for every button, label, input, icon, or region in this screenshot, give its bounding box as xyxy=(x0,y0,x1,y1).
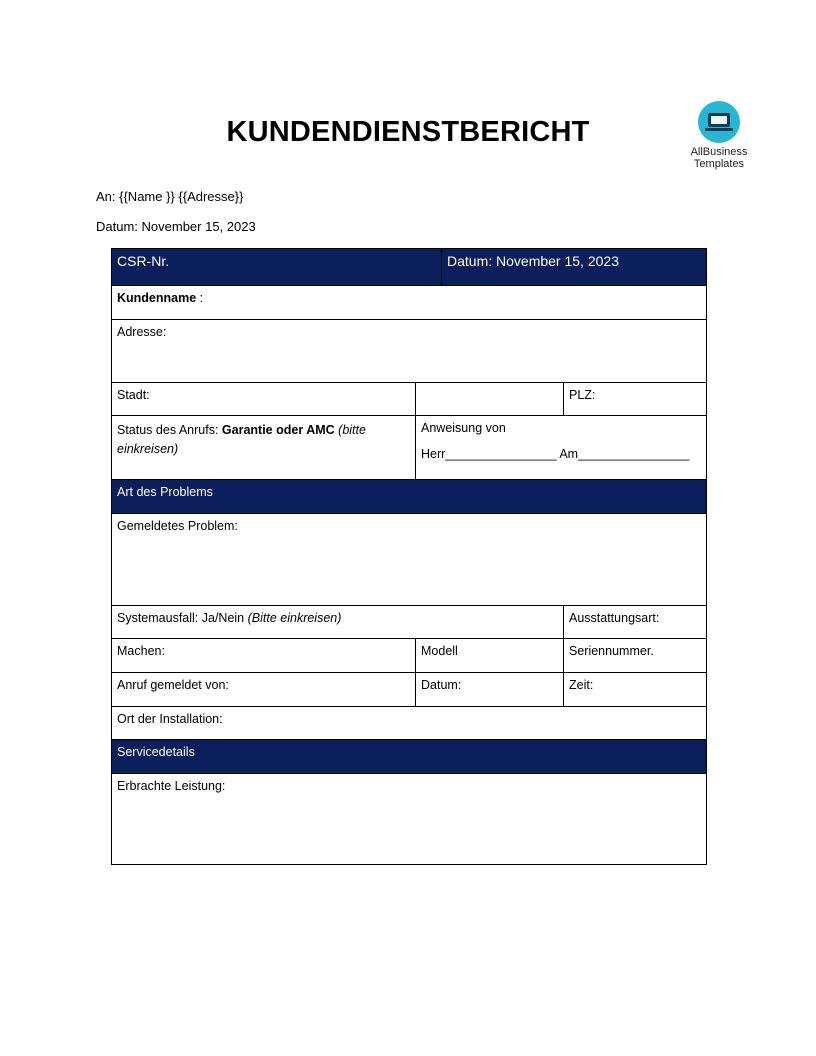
equipment-type-field[interactable] xyxy=(564,606,707,639)
system-failure-label: Systemausfall: Ja/Nein xyxy=(117,611,248,625)
call-status-row xyxy=(112,416,707,480)
service-performed-label: Erbrachte Leistung: xyxy=(117,779,226,793)
reported-by-field[interactable] xyxy=(112,673,416,707)
mr-line: Herr________________ Am________________ xyxy=(421,447,690,461)
report-time-field[interactable] xyxy=(564,673,707,707)
form-header-row xyxy=(112,249,707,286)
header-date-cell: Datum: November 15, 2023 xyxy=(442,249,707,286)
page-title: KUNDENDIENSTBERICHT xyxy=(226,116,590,148)
service-section-header: Servicedetails xyxy=(112,740,707,774)
reported-problem-field[interactable] xyxy=(112,514,707,606)
service-performed-field[interactable] xyxy=(112,774,707,865)
system-failure-hint: (Bitte einkreisen) xyxy=(247,611,342,625)
problem-section-row xyxy=(112,480,707,514)
install-location-label: Ort der Installation: xyxy=(117,712,223,726)
zip-label: PLZ: xyxy=(569,388,596,402)
customer-name-suffix: : xyxy=(196,291,204,305)
service-section-row xyxy=(112,740,707,774)
instruction-field[interactable] xyxy=(416,416,707,480)
call-status-options: Garantie oder AMC xyxy=(221,423,335,437)
report-time-label: Zeit: xyxy=(569,678,594,692)
make-field[interactable] xyxy=(112,639,416,673)
make-row xyxy=(112,639,707,673)
zip-field[interactable] xyxy=(564,383,707,416)
call-status-hint: (bitte einkreisen) xyxy=(117,423,366,456)
address-row xyxy=(112,320,707,383)
report-date-field[interactable] xyxy=(416,673,564,707)
service-report-form xyxy=(111,248,707,865)
address-label: Adresse: xyxy=(117,325,167,339)
city-field[interactable] xyxy=(112,383,416,416)
logo-line-1: AllBusiness xyxy=(690,146,748,158)
customer-name-field[interactable] xyxy=(112,286,707,320)
logo-line-2: Templates xyxy=(693,158,745,170)
call-status-field[interactable] xyxy=(112,416,416,480)
serial-number-field[interactable] xyxy=(564,639,707,673)
date-line: Datum: November 15, 2023 xyxy=(96,219,256,234)
install-location-row xyxy=(112,707,707,740)
customer-name-row xyxy=(112,286,707,320)
recipient-line: An: {{Name }} {{Adresse}} xyxy=(96,189,244,204)
equipment-type-label: Ausstattungsart: xyxy=(569,611,660,625)
make-label: Machen: xyxy=(117,644,165,658)
serial-label: Seriennummer. xyxy=(569,644,654,658)
reported-problem-label: Gemeldetes Problem: xyxy=(117,519,238,533)
reported-problem-row xyxy=(112,514,707,606)
service-performed-row xyxy=(112,774,707,865)
problem-section-header: Art des Problems xyxy=(112,480,707,514)
reported-by-row xyxy=(112,673,707,707)
city-label: Stadt: xyxy=(117,388,150,402)
report-date-label: Datum: xyxy=(421,678,462,692)
install-location-field[interactable] xyxy=(112,707,707,740)
address-field[interactable] xyxy=(112,320,707,383)
logo-text xyxy=(682,146,756,170)
brand-logo xyxy=(682,101,756,170)
city-row xyxy=(112,383,707,416)
model-field[interactable] xyxy=(416,639,564,673)
customer-name-label: Kundenname xyxy=(117,291,197,305)
model-label: Modell xyxy=(421,644,458,658)
csr-number-cell[interactable]: CSR-Nr. xyxy=(112,249,442,286)
reported-by-label: Anruf gemeldet von: xyxy=(117,678,229,692)
state-field[interactable] xyxy=(416,383,564,416)
call-status-label: Status des Anrufs: xyxy=(117,423,222,437)
instruction-label: Anweisung von xyxy=(421,421,506,435)
laptop-icon xyxy=(698,101,740,143)
system-failure-field[interactable] xyxy=(112,606,564,639)
system-failure-row xyxy=(112,606,707,639)
